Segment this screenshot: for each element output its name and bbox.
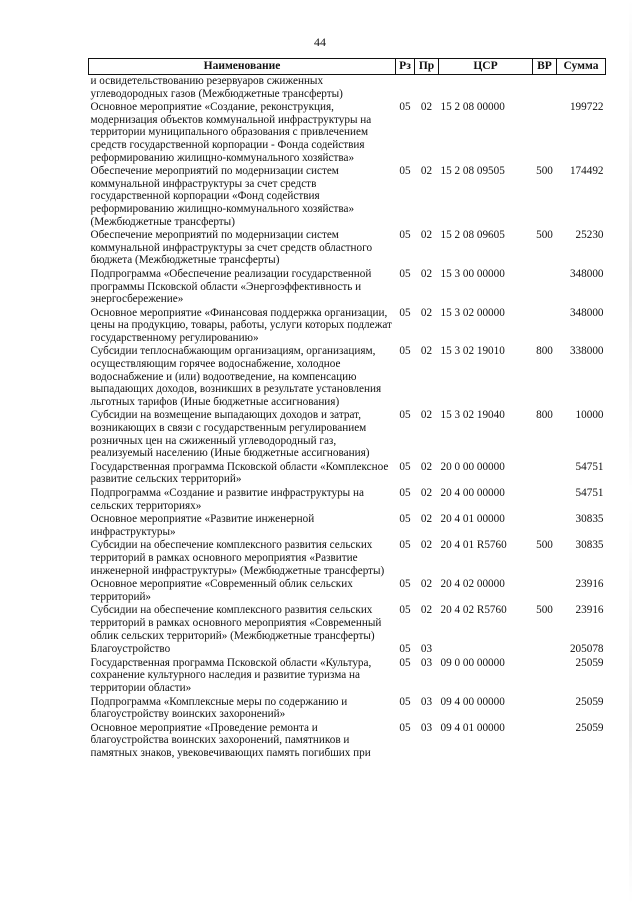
row-pr: 02 — [420, 487, 433, 499]
row-pr: 03 — [420, 695, 433, 708]
row-csr: 15 3 00 00000 — [440, 267, 505, 280]
row-sum: 205078 — [569, 643, 604, 656]
table-row — [89, 101, 606, 165]
row-vr: 800 — [536, 409, 553, 422]
row-csr: 15 3 02 19040 — [440, 409, 505, 422]
row-vr — [533, 75, 557, 102]
table-row — [89, 578, 606, 604]
row-pr: 02 — [420, 578, 433, 591]
row-name: Субсидии теплоснабжающим организациям, организациям, осуществляющим горячее водоснабжение, холодное водоснабжение и (или) водоотведение, на компенсацию выпадающих доходов, возникших в результате установления льготных тарифов (Иные бюджетные ассигнования) — [90, 345, 382, 408]
row-vr: 500 — [536, 604, 553, 617]
row-csr: 15 3 02 19010 — [440, 345, 505, 358]
row-sum: 25230 — [575, 229, 604, 242]
row-vr — [533, 487, 557, 513]
row-sum: 30835 — [575, 513, 604, 526]
row-rz: 05 — [399, 643, 411, 656]
row-sum: 199722 — [569, 101, 604, 114]
row-vr — [533, 101, 557, 165]
row-vr — [533, 696, 557, 722]
row-csr: 20 4 01 00000 — [440, 513, 505, 526]
row-rz: 05 — [399, 345, 411, 358]
table-row — [89, 307, 606, 346]
row-name: Основное мероприятие «Проведение ремонта и благоустройства воинских захоронений, памятников и памятных знаков, увековечивающих память погибших при — [90, 721, 371, 759]
header-vr: ВР — [533, 59, 557, 75]
header-sum: Сумма — [557, 59, 606, 75]
row-pr: 02 — [420, 229, 433, 242]
row-sum: 25059 — [575, 721, 604, 734]
header-csr: ЦСР — [439, 59, 533, 75]
row-name: Основное мероприятие «Финансовая поддержка организации, цены на продукцию, товары, работы, услуги которых подлежат государственному регулированию» — [90, 306, 392, 344]
row-name: Субсидии на обеспечение комплексного развития сельских территорий в рамках основного мероприятия «Современный облик сельских территорий» (Межбюджетные трансферты) — [90, 604, 382, 642]
row-rz: 05 — [399, 539, 411, 552]
row-rz: 05 — [399, 513, 411, 526]
row-pr — [415, 75, 439, 102]
row-csr: 20 4 02 R5760 — [440, 604, 507, 617]
row-rz: 05 — [399, 229, 411, 242]
budget-table — [88, 58, 606, 760]
row-rz: 05 — [399, 656, 411, 669]
row-name: Субсидии на обеспечение комплексного развития сельских территорий в рамках основного мероприятия «Развитие инженерной инфраструктуры» (Межбюджетные трансферты) — [90, 539, 385, 577]
row-name: Государственная программа Псковской области «Комплексное развитие сельских территорий» — [90, 460, 389, 486]
table-row — [89, 696, 606, 722]
row-sum: 23916 — [575, 604, 604, 617]
row-sum: 30835 — [575, 539, 604, 552]
row-rz: 05 — [399, 487, 411, 499]
page-number: 44 — [314, 35, 326, 49]
row-pr: 03 — [420, 656, 433, 669]
row-csr: 20 4 02 00000 — [440, 578, 505, 591]
row-csr: 15 3 02 00000 — [440, 306, 505, 319]
row-name: Благоустройство — [90, 643, 171, 656]
row-csr: 15 2 08 00000 — [440, 101, 505, 114]
row-sum: 348000 — [569, 267, 604, 280]
row-name: Основное мероприятие «Современный облик сельских территорий» — [90, 578, 353, 603]
row-vr — [533, 657, 557, 696]
row-vr — [533, 268, 557, 307]
row-name: Государственная программа Псковской области «Культура, сохранение культурного наследия и развитие туризма на территории области» — [90, 656, 372, 694]
table-row — [89, 657, 606, 696]
table-row — [89, 604, 606, 643]
table-body — [89, 75, 606, 761]
row-sum — [557, 75, 606, 102]
row-pr: 02 — [420, 306, 433, 319]
row-sum: 10000 — [575, 409, 604, 422]
row-vr: 500 — [536, 539, 553, 552]
scan-edge-shadow — [629, 0, 632, 905]
row-sum: 174492 — [569, 165, 604, 178]
row-name: Подпрограмма «Комплексные меры по содержанию и благоустройству воинских захоронений» — [90, 695, 348, 721]
row-vr: 800 — [536, 345, 553, 358]
table-row — [89, 409, 606, 460]
row-pr: 02 — [420, 345, 433, 358]
table-row — [89, 345, 606, 409]
row-sum: 338000 — [569, 345, 604, 358]
row-sum: 54751 — [575, 460, 604, 473]
table-row — [89, 461, 606, 487]
table-header-row — [89, 59, 606, 75]
row-vr — [533, 643, 557, 657]
row-csr: 15 2 08 09605 — [440, 229, 505, 242]
row-pr: 02 — [420, 604, 433, 617]
table-row — [89, 722, 606, 761]
header-pr: Пр — [415, 59, 439, 75]
row-name: и освидетельствованию резервуаров сжиженных углеводородных газов (Межбюджетные трансферты) — [90, 75, 343, 100]
row-pr: 03 — [420, 721, 433, 734]
row-name: Основное мероприятие «Создание, реконструкция, модернизация объектов коммунальной инфраструктуры на территории муниципального образования с привлечением средств государственной корпорации - Фонда содействия реформированию жилищно-коммунального хозяйства» — [90, 101, 372, 164]
row-vr — [533, 722, 557, 761]
row-rz: 05 — [399, 721, 411, 734]
table-row — [89, 539, 606, 578]
row-csr: 20 4 00 00000 — [440, 487, 505, 499]
row-vr — [533, 578, 557, 604]
row-csr: 09 4 00 00000 — [440, 695, 505, 708]
row-sum: 348000 — [569, 306, 604, 319]
row-csr: 20 4 01 R5760 — [440, 539, 507, 552]
row-csr — [439, 643, 533, 657]
table-row — [89, 268, 606, 307]
row-rz: 05 — [399, 165, 411, 178]
row-csr: 20 0 00 00000 — [440, 460, 505, 473]
row-pr: 03 — [420, 643, 433, 656]
row-csr — [439, 75, 533, 102]
row-name: Основное мероприятие «Развитие инженерной инфраструктуры» — [90, 513, 315, 538]
row-rz: 05 — [399, 695, 411, 708]
row-pr: 02 — [420, 513, 433, 526]
row-rz: 05 — [399, 306, 411, 319]
table-row — [89, 165, 606, 229]
row-sum: 25059 — [575, 695, 604, 708]
row-rz: 05 — [399, 460, 411, 473]
row-pr: 02 — [420, 101, 433, 114]
row-pr: 02 — [420, 539, 433, 552]
row-name: Субсидии на возмещение выпадающих доходов и затрат, возникающих в связи с государственным регулированием розничных цен на сжиженный углеводородный газ, реализуемый населению (Иные бюджетные ассигнования) — [90, 409, 370, 460]
row-rz — [396, 75, 415, 102]
row-rz: 05 — [399, 267, 411, 280]
row-name: Подпрограмма «Создание и развитие инфраструктуры на сельских территориях» — [90, 487, 364, 512]
row-vr — [533, 307, 557, 346]
row-rz: 05 — [399, 101, 411, 114]
row-name: Обеспечение мероприятий по модернизации систем коммунальной инфраструктуры за счет средств государственной корпорации «Фонд содействия реформированию жилищно-коммунального хозяйства» (Межбюджетные трансферты) — [90, 165, 355, 228]
row-vr — [533, 513, 557, 539]
row-pr: 02 — [420, 460, 433, 473]
row-vr — [533, 461, 557, 487]
row-csr: 15 2 08 09505 — [440, 165, 505, 178]
row-pr: 02 — [420, 165, 433, 178]
header-rz: Рз — [396, 59, 415, 75]
row-sum: 25059 — [575, 656, 604, 669]
header-name: Наименование — [89, 59, 396, 75]
table-row — [89, 643, 606, 657]
row-rz: 05 — [399, 578, 411, 591]
row-pr: 02 — [420, 409, 433, 422]
row-rz: 05 — [399, 604, 411, 617]
row-csr: 09 0 00 00000 — [440, 656, 505, 669]
row-name: Подпрограмма «Обеспечение реализации государственной программы Псковской области «Энергоэффективность и энергосбережение» — [90, 267, 372, 306]
row-csr: 09 4 01 00000 — [440, 721, 505, 734]
table-row — [89, 487, 606, 513]
table-row — [89, 513, 606, 539]
row-name: Обеспечение мероприятий по модернизации систем коммунальной инфраструктуры за счет средств областного бюджета (Межбюджетные трансферты) — [90, 229, 373, 267]
row-pr: 02 — [420, 267, 433, 280]
row-sum: 23916 — [575, 578, 604, 591]
row-rz: 05 — [399, 409, 411, 422]
row-vr: 500 — [536, 165, 553, 178]
row-vr: 500 — [536, 229, 553, 242]
row-sum: 54751 — [575, 487, 604, 499]
table-row — [89, 75, 606, 102]
table-row — [89, 229, 606, 268]
